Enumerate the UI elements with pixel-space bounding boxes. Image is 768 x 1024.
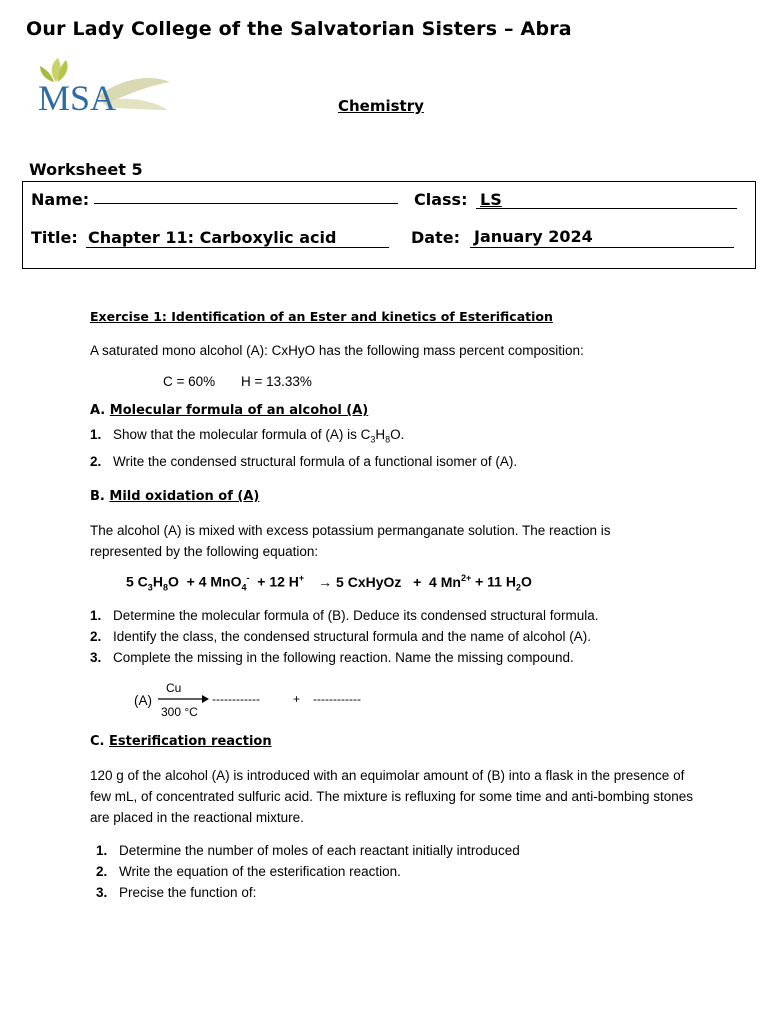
question-text: Write the equation of the esterification reaction. — [119, 864, 401, 879]
class-value: LS — [480, 190, 502, 209]
list-item — [90, 605, 730, 626]
student-info-box — [22, 181, 756, 269]
section-b-questions — [90, 605, 730, 668]
reaction-blank-1: ------------ — [212, 692, 260, 706]
section-c-paragraph: 120 g of the alcohol (A) is introduced with an equimolar amount of (B) into a flask in the presence of few mL, of concentrated sulfuric acid. The mixture is refluxing for some time and anti-bombing stones are placed in the reactional mixture. — [90, 768, 694, 825]
list-item — [90, 451, 730, 472]
equation-text: 5 C — [126, 573, 148, 590]
list-item — [96, 882, 736, 903]
question-number: 1. — [90, 427, 102, 442]
name-label: Name: — [31, 190, 90, 209]
reaction-reactant: (A) — [134, 693, 152, 708]
reaction-catalyst: Cu — [166, 681, 182, 695]
question-number: 1. — [90, 608, 102, 623]
section-a-title: Molecular formula of an alcohol (A) — [109, 403, 369, 418]
question-text: Write the condensed structural formula of a functional isomer of (A). — [113, 453, 518, 469]
reaction-blank-2: ------------ — [313, 692, 361, 706]
question-text: Complete the missing in the following reaction. Name the missing compound. — [113, 650, 574, 665]
composition-hydrogen: H = 13.33% — [241, 374, 312, 389]
name-field-line — [94, 203, 398, 204]
title-label: Title: — [31, 228, 78, 247]
equation-text: + 12 H — [249, 573, 299, 590]
school-logo — [36, 52, 176, 124]
section-c-heading — [90, 734, 272, 749]
section-c-questions — [96, 840, 736, 903]
subscript: 3 — [370, 434, 376, 445]
section-a-letter: A. — [90, 403, 106, 418]
section-b-heading — [90, 489, 259, 504]
question-text: Determine the molecular formula of (B). Deduce its condensed structural formula. — [113, 608, 599, 623]
exercise-intro: A saturated mono alcohol (A): CxHyO has the following mass percent composition: — [90, 343, 584, 358]
worksheet-number: Worksheet 5 — [29, 160, 143, 179]
question-number: 3. — [96, 885, 108, 900]
question-text: H — [375, 427, 386, 442]
list-item — [90, 424, 730, 451]
superscript: + — [298, 573, 305, 583]
subscript: 4 — [241, 582, 247, 593]
question-text: O. — [390, 427, 405, 442]
logo-text: MSA — [38, 78, 117, 118]
question-text: Identify the class, the condensed structural formula and the name of alcohol (A). — [113, 629, 592, 644]
equation-text: H — [152, 573, 163, 590]
title-field-line — [86, 247, 389, 248]
equation-text: O + 4 MnO — [167, 573, 242, 590]
section-c-letter: C. — [90, 734, 105, 749]
question-text: Precise the function of: — [119, 885, 257, 900]
question-number: 2. — [90, 453, 102, 469]
date-field-line — [470, 247, 734, 248]
question-number: 2. — [96, 864, 108, 879]
subscript: 8 — [385, 434, 391, 445]
title-value: Chapter 11: Carboxylic acid — [88, 228, 337, 247]
list-item — [90, 647, 730, 668]
question-text: Determine the number of moles of each reactant initially introduced — [119, 843, 520, 858]
list-item — [90, 626, 730, 647]
section-a-heading — [90, 403, 368, 418]
section-b-paragraph: The alcohol (A) is mixed with excess potassium permanganate solution. The reaction is represented by the following equation: — [90, 523, 611, 559]
question-number: 3. — [90, 650, 102, 665]
equation-text: O — [520, 573, 532, 590]
subscript: 2 — [515, 582, 521, 593]
oxidation-equation — [126, 573, 532, 592]
question-number: 2. — [90, 629, 102, 644]
composition-carbon: C = 60% — [163, 374, 216, 389]
date-value: January 2024 — [474, 227, 593, 246]
date-label: Date: — [411, 228, 460, 247]
class-label: Class: — [414, 190, 468, 209]
superscript: 2+ — [460, 573, 472, 583]
school-name: Our Lady College of the Salvatorian Sisters – Abra — [26, 18, 572, 40]
question-number: 1. — [96, 843, 108, 858]
reaction-plus: + — [293, 692, 301, 706]
equation-text: → 5 CxHyOz + 4 Mn — [318, 573, 461, 590]
section-a-questions — [90, 424, 730, 472]
reaction-arrow-icon — [158, 694, 210, 704]
section-b-title: Mild oxidation of (A) — [109, 489, 260, 504]
class-field-line — [476, 208, 737, 209]
list-item — [96, 840, 736, 861]
list-item — [96, 861, 736, 882]
question-text: Show that the molecular formula of (A) is C — [113, 427, 371, 442]
section-c-title: Esterification reaction — [109, 734, 272, 749]
exercise-title: Exercise 1: Identification of an Ester and kinetics of Esterification — [90, 309, 553, 324]
subject-title: Chemistry — [338, 97, 424, 115]
equation-text: + 11 H — [471, 573, 516, 590]
section-b-letter: B. — [90, 489, 105, 504]
subscript: 8 — [162, 582, 168, 593]
superscript: - — [246, 573, 250, 583]
subscript: 3 — [147, 582, 153, 593]
reaction-temperature: 300 °C — [161, 705, 198, 719]
